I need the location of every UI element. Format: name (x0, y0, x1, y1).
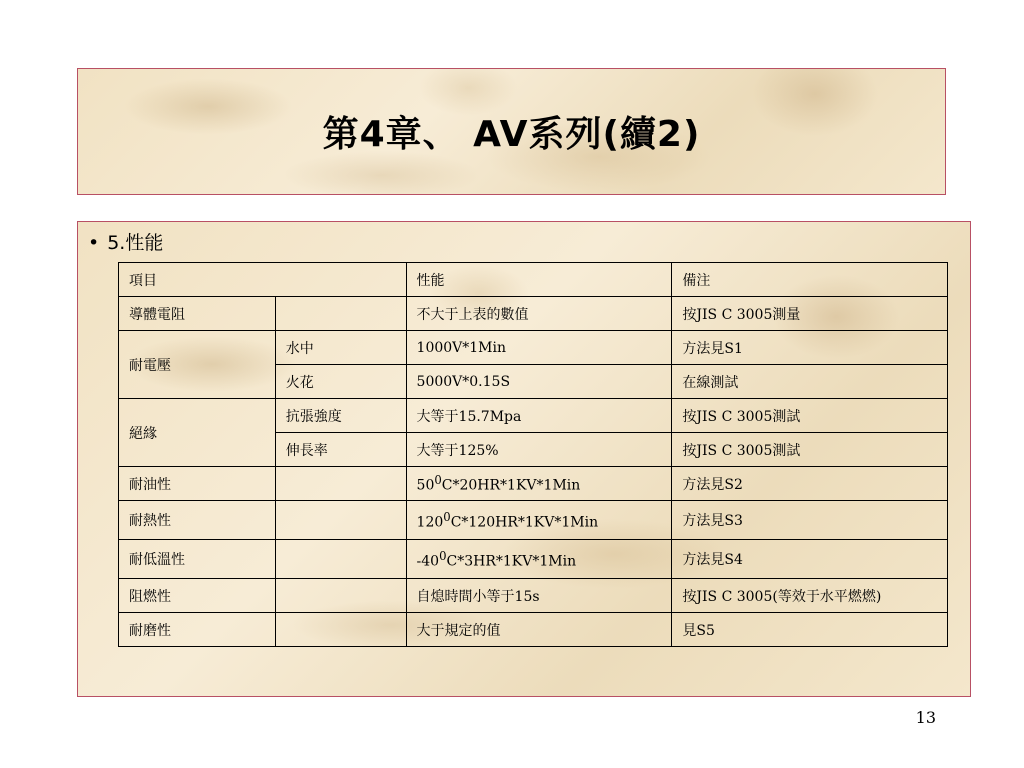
cell-note: 按JIS C 3005(等效于水平燃燃) (672, 579, 948, 613)
cell-performance: 大等于125% (406, 433, 672, 467)
table-row (119, 331, 948, 365)
cell-performance: 大于規定的值 (406, 613, 672, 647)
cell-note: 按JIS C 3005測試 (672, 399, 948, 433)
cell-note: 方法見S2 (672, 467, 948, 501)
header-item: 項目 (119, 263, 407, 297)
cell-sub: 火花 (275, 365, 406, 399)
cell-note: 見S5 (672, 613, 948, 647)
table-row (119, 399, 948, 433)
cell-performance: $50^0C*20HR*1KV*1Min$ (406, 467, 672, 501)
cell-performance: 1000V*1Min (406, 331, 672, 365)
header-performance: 性能 (406, 263, 672, 297)
table-row (119, 540, 948, 579)
table-row (119, 579, 948, 613)
bullet-item (88, 228, 163, 255)
table-row (119, 467, 948, 501)
performance-table (118, 262, 948, 647)
cell-note: 按JIS C 3005測量 (672, 297, 948, 331)
cell-item: 絕緣 (119, 399, 276, 467)
cell-item: 耐油性 (119, 467, 276, 501)
page-number: 13 (915, 708, 936, 727)
cell-sub: 水中 (275, 331, 406, 365)
table-header-row (119, 263, 948, 297)
content-panel (77, 221, 971, 697)
cell-performance: 不大于上表的數值 (406, 297, 672, 331)
cell-sub (275, 467, 406, 501)
table-row (119, 297, 948, 331)
cell-note: 按JIS C 3005測試 (672, 433, 948, 467)
cell-sub (275, 540, 406, 579)
cell-note: 方法見S3 (672, 501, 948, 540)
cell-sub (275, 579, 406, 613)
slide-title: 第4章、 AV系列(續2) (322, 114, 701, 155)
cell-performance: 自熄時間小等于15s (406, 579, 672, 613)
cell-sub (275, 613, 406, 647)
cell-note: 在線測試 (672, 365, 948, 399)
cell-item: 耐電壓 (119, 331, 276, 399)
cell-sub: 抗張強度 (275, 399, 406, 433)
bullet-text: 5.性能 (107, 232, 164, 254)
header-note: 備注 (672, 263, 948, 297)
bullet-dot-icon: • (88, 232, 100, 254)
cell-item: 導體電阻 (119, 297, 276, 331)
cell-performance: 5000V*0.15S (406, 365, 672, 399)
cell-item: 耐低溫性 (119, 540, 276, 579)
cell-item: 耐磨性 (119, 613, 276, 647)
table-row (119, 613, 948, 647)
cell-item: 阻燃性 (119, 579, 276, 613)
cell-item: 耐熱性 (119, 501, 276, 540)
cell-sub (275, 297, 406, 331)
title-panel (77, 68, 946, 195)
cell-sub: 伸長率 (275, 433, 406, 467)
cell-performance: $120^0C*120HR*1KV*1Min$ (406, 501, 672, 540)
cell-performance: $-40^0C*3HR*1KV*1Min$ (406, 540, 672, 579)
cell-sub (275, 501, 406, 540)
cell-note: 方法見S4 (672, 540, 948, 579)
table-row (119, 501, 948, 540)
cell-note: 方法見S1 (672, 331, 948, 365)
cell-performance: 大等于15.7Mpa (406, 399, 672, 433)
